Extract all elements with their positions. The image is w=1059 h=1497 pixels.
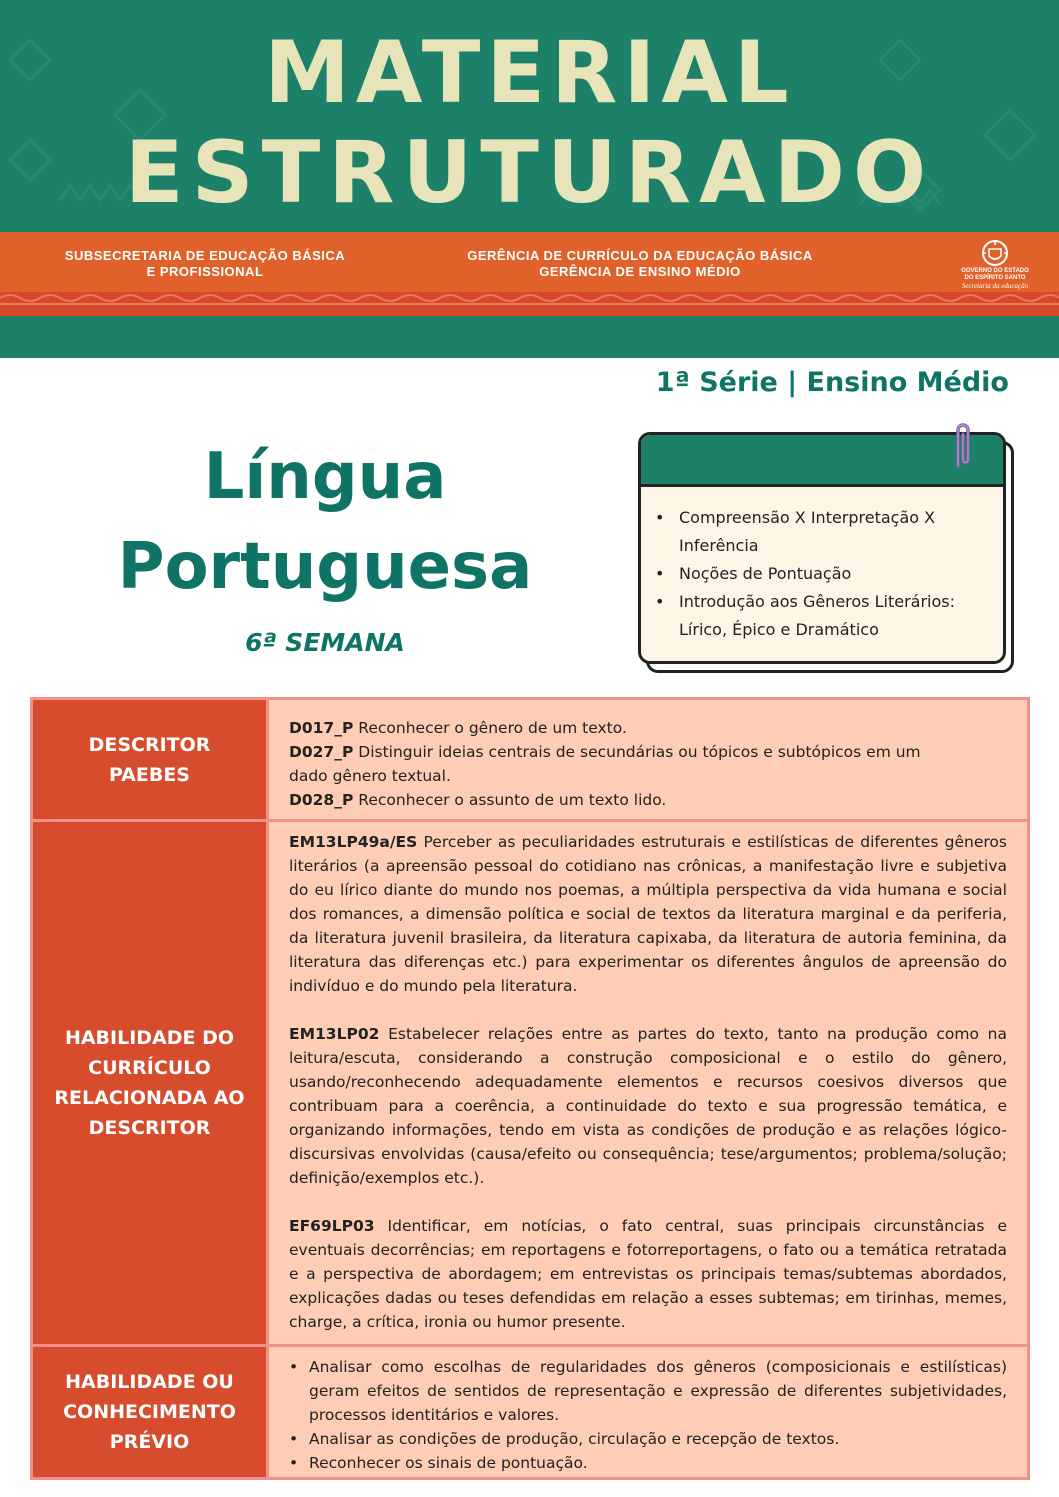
banner-title-line1: MATERIAL <box>264 23 795 123</box>
descriptor-item <box>289 788 1007 812</box>
week-label: 6ª SEMANA <box>245 628 405 657</box>
topics-list <box>641 487 1003 644</box>
topic-item: • Noções de Pontuação <box>655 560 993 588</box>
prior-knowledge-item: • Reconhecer os sinais de pontuação. <box>279 1451 1007 1475</box>
descriptor-item <box>289 740 1007 788</box>
topic-item: • Introdução aos Gêneros Literários: Lírico, Épico e Dramático <box>655 588 993 644</box>
logo-text-line1: GOVERNO DO ESTADO <box>961 268 1029 274</box>
skill-item <box>289 830 1007 998</box>
descriptor-code: D028_P <box>289 791 354 809</box>
skill-code: EF69LP03 <box>289 1217 375 1235</box>
gerencia-line1: GERÊNCIA DE CURRÍCULO DA EDUCAÇÃO BÁSICA <box>467 248 813 263</box>
banner-title <box>0 23 1059 223</box>
descriptor-text: Reconhecer o assunto de um texto lido. <box>353 791 667 809</box>
strip-pattern <box>0 292 1059 316</box>
topics-card-header <box>641 435 1003 487</box>
descriptor-code: D017_P <box>289 719 354 737</box>
row-content-habilidade <box>289 830 1007 1334</box>
series-label: 1ª Série | Ensino Médio <box>655 367 1009 398</box>
paperclip-icon <box>950 420 976 470</box>
coat-of-arms-icon <box>980 238 1010 268</box>
gerencia-line2: GERÊNCIA DE ENSINO MÉDIO <box>539 264 741 279</box>
logo-text-line2: DO ESPÍRITO SANTO <box>964 275 1026 281</box>
table-row-descritor <box>33 700 1027 822</box>
header-banner <box>0 0 1059 358</box>
row-label-descritor: DESCRITOR PAEBES <box>33 700 269 819</box>
subject-title-line1: Língua <box>203 440 447 514</box>
prior-knowledge-item: • Analisar as condições de produção, circulação e recepção de textos. <box>279 1427 1007 1451</box>
orange-band <box>0 232 1059 292</box>
skill-item <box>289 1214 1007 1334</box>
skill-code: EM13LP02 <box>289 1025 380 1043</box>
subsecretaria-label: SUBSECRETARIA DE EDUCAÇÃO BÁSICA E PROFISSIONAL <box>64 248 346 279</box>
skill-code: EM13LP49a/ES <box>289 833 418 851</box>
prior-knowledge-list <box>279 1355 1007 1475</box>
descriptor-item <box>289 716 1007 740</box>
descriptor-text: Reconhecer o gênero de um texto. <box>353 719 627 737</box>
row-label-habilidade: HABILIDADE DO CURRÍCULO RELACIONADA AO DESCRITOR <box>33 822 269 1344</box>
descriptor-code: D027_P <box>289 743 354 761</box>
skill-text: Estabelecer relações entre as partes do texto, tanto na produção como na leitura/escuta, considerando a construção composicional e o estilo do gênero, usando/reconhecendo adequadamente elementos e recursos coesivos diversos que contribuam para a coerência, a continuidade do texto e sua progressão temática, e organizando informações, tendo em vista as condições de produção e as relações lógico-discursivas envolvidas (causa/efeito ou consequência; tese/argumentos; problema/solução; definição/exemplos etc.). <box>289 1025 1007 1187</box>
subject-title-line2: Portuguesa <box>117 530 533 604</box>
teal-bottom-band <box>0 316 1059 358</box>
table-row-conhecimento-previo <box>33 1347 1027 1477</box>
subject-title <box>60 432 590 612</box>
descriptor-text: Distinguir ideias centrais de secundárias ou tópicos e subtópicos em um dado gênero textual. <box>289 743 921 785</box>
row-content-descritor <box>289 716 1007 812</box>
table-row-habilidade <box>33 822 1027 1347</box>
row-content-conhecimento-previo <box>279 1355 1007 1475</box>
gerencia-label <box>420 248 860 280</box>
skill-item <box>289 1022 1007 1190</box>
skill-text: Identificar, em notícias, o fato central, suas principais circunstâncias e eventuais decorrências; em reportagens e fotorreportagens, o fato ou a temática retratada e a perspectiva de abordagem; em entrevistas os principais temas/subtemas abordados, explicações dadas ou teses defendidas em relação a esses subtemas; em tirinhas, memes, charge, a crítica, ironia ou humor presente. <box>289 1217 1007 1331</box>
banner-title-line2: ESTRUTURADO <box>124 123 935 223</box>
row-label-conhecimento-previo: HABILIDADE OU CONHECIMENTO PRÉVIO <box>33 1347 269 1477</box>
red-pattern-strip <box>0 292 1059 316</box>
descriptor-table <box>30 697 1030 1480</box>
government-logo <box>950 238 1040 290</box>
topic-item: • Compreensão X Interpretação X Inferência <box>655 504 993 560</box>
skill-text: Perceber as peculiaridades estruturais e estilísticas de diferentes gêneros literários (a apreensão pessoal do cotidiano nas crônicas, a manifestação livre e subjetiva do eu lírico diante do mundo nos poemas, a múltipla perspectiva da vida humana e social dos romances, a dimensão política e social de textos da literatura marginal e da periferia, da literatura juvenil brasileira, da literatura capixaba, da literatura de autoria feminina, da literatura das diferenças etc.) para experimentar os diferentes ângulos de apreensão do indivíduo e do mundo pela literatura. <box>289 833 1007 995</box>
prior-knowledge-item: • Analisar como escolhas de regularidades dos gêneros (composicionais e estilísticas) geram efeitos de sentidos de representação e expressão de diferentes subjetividades, processos identitários e valores. <box>279 1355 1007 1427</box>
logo-text-line3: Secretaria da educação <box>961 282 1029 290</box>
